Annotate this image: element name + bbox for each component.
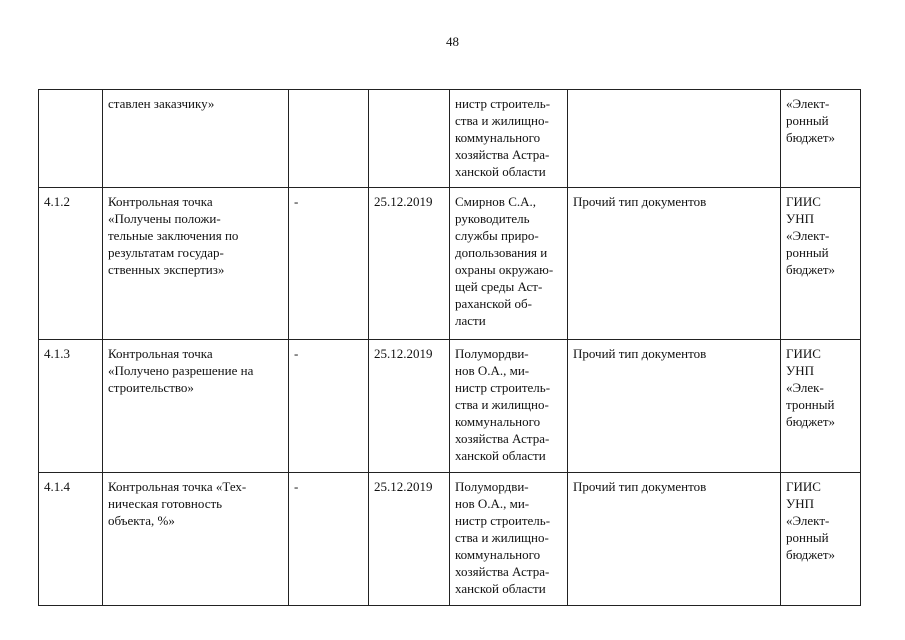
control-points-table: [38, 89, 861, 606]
table-row: [39, 188, 861, 340]
row-number-cell: 4.1.2: [39, 188, 103, 340]
responsible-cell: Смирнов С.А., руководитель службы приро- допользования и охраны окружаю- щей среды Аст- раханской об- ласти: [450, 188, 568, 340]
information-system-cell: «Элект- ронный бюджет»: [781, 90, 861, 188]
document-type-cell: Прочий тип документов: [568, 188, 781, 340]
date-cell: 25.12.2019: [369, 340, 450, 473]
row-number-cell: 4.1.3: [39, 340, 103, 473]
control-point-name-cell: Контрольная точка «Получено разрешение на строительство»: [103, 340, 289, 473]
control-point-name-cell: ставлен заказчику»: [103, 90, 289, 188]
page-number: 48: [446, 34, 459, 49]
plan-cell: -: [289, 188, 369, 340]
responsible-cell: Полумордви- нов О.А., ми- нистр строитель- ства и жилищно- коммунального хозяйства Астра- ханской области: [450, 340, 568, 473]
date-cell: 25.12.2019: [369, 473, 450, 606]
control-point-name-cell: Контрольная точка «Тех- ническая готовность объекта, %»: [103, 473, 289, 606]
document-type-cell: Прочий тип документов: [568, 473, 781, 606]
information-system-cell: ГИИС УНП «Элект- ронный бюджет»: [781, 473, 861, 606]
plan-cell: [289, 90, 369, 188]
row-number-cell: [39, 90, 103, 188]
responsible-cell: Полумордви- нов О.А., ми- нистр строитель- ства и жилищно- коммунального хозяйства Астра- ханской области: [450, 473, 568, 606]
date-cell: 25.12.2019: [369, 188, 450, 340]
date-cell: [369, 90, 450, 188]
information-system-cell: ГИИС УНП «Элек- тронный бюджет»: [781, 340, 861, 473]
responsible-cell: нистр строитель- ства и жилищно- коммунального хозяйства Астра- ханской области: [450, 90, 568, 188]
control-point-name-cell: Контрольная точка «Получены положи- тельные заключения по результатам государ- ственных экспертиз»: [103, 188, 289, 340]
plan-cell: -: [289, 473, 369, 606]
row-number-cell: 4.1.4: [39, 473, 103, 606]
information-system-cell: ГИИС УНП «Элект- ронный бюджет»: [781, 188, 861, 340]
table-row: [39, 340, 861, 473]
plan-cell: -: [289, 340, 369, 473]
document-type-cell: Прочий тип документов: [568, 340, 781, 473]
document-type-cell: [568, 90, 781, 188]
table-row: [39, 473, 861, 606]
table-row: [39, 90, 861, 188]
